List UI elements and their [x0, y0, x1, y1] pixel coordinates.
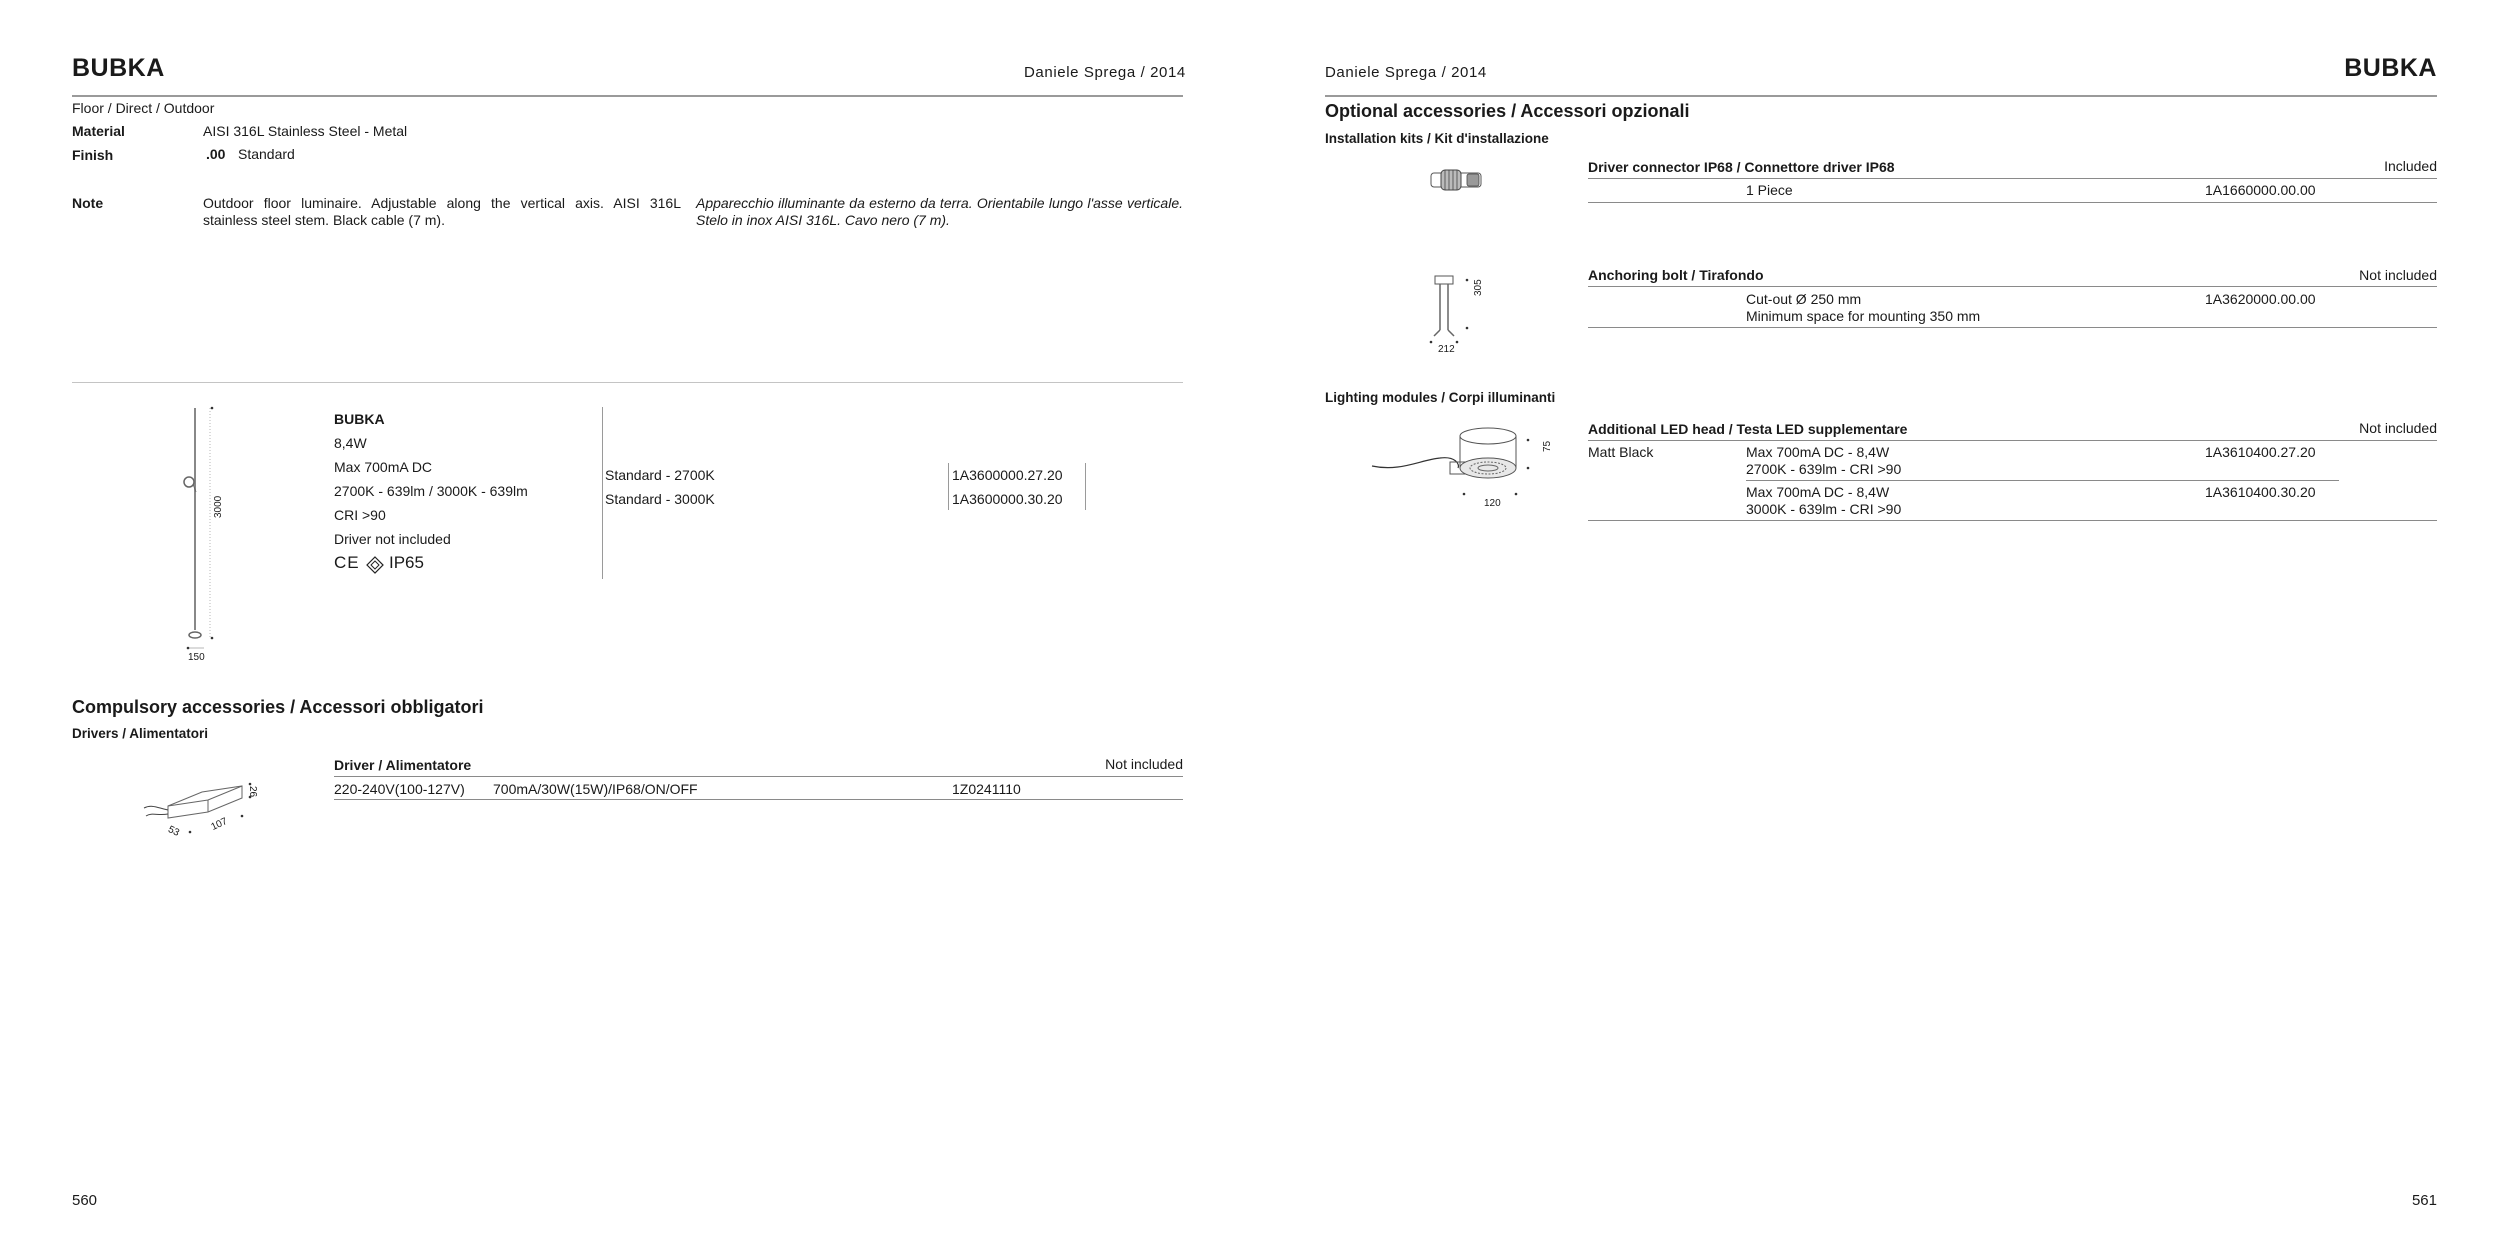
connector-title: Driver connector IP68 / Connettore driver IP68: [1588, 159, 1895, 175]
product-drawing: [160, 400, 250, 670]
dim-dot: [241, 815, 244, 818]
anchoring-desc-cutout: Cut-out Ø 250 mm: [1746, 291, 1862, 307]
note-label: Note: [72, 195, 104, 211]
led-head-title: Additional LED head / Testa LED supplementare: [1588, 421, 1908, 437]
dim-dot: [211, 637, 214, 640]
driver-code: 1Z0241110: [952, 781, 1021, 797]
led-head-rule: [1588, 440, 2437, 441]
led-row-code: 1A3610400.30.20: [2205, 484, 2316, 500]
variant-name: Standard - 3000K: [605, 491, 715, 507]
page-number-left: 560: [72, 1192, 98, 1209]
lamp-base: [189, 632, 201, 638]
dim-dot: [1463, 493, 1466, 496]
driver-cable: [144, 806, 168, 810]
driver-cable: [146, 814, 168, 816]
bolt-dim-height: 305: [1473, 279, 1484, 296]
driver-table-rule: [334, 776, 1183, 777]
variant-end-divider: [1085, 463, 1086, 510]
dim-dot: [189, 831, 192, 834]
led-head-finish: Matt Black: [1588, 444, 1654, 460]
dim-dot: [1515, 493, 1518, 496]
connector-rule: [1588, 202, 2437, 203]
lighting-subheading: Lighting modules / Corpi illuminanti: [1325, 390, 1556, 405]
driver-drawing: [140, 760, 270, 840]
header-divider-left: [72, 95, 1183, 97]
material-label: Material: [72, 123, 125, 139]
dim-dot: [1430, 341, 1433, 344]
spec-current: Max 700mA DC: [334, 459, 433, 475]
driver-table-rule: [334, 799, 1183, 800]
spec-color-temp: 2700K - 639lm / 3000K - 639lm: [334, 483, 528, 499]
driver-table-title: Driver / Alimentatore: [334, 757, 472, 773]
ip-rating: IP65: [389, 553, 424, 572]
note-english: Outdoor floor luminaire. Adjustable along the vertical axis. AISI 316L stainless steel stem. Black cable (7 m).: [203, 195, 681, 228]
dim-dot: [1527, 439, 1530, 442]
variant-code: 1A3600000.27.20: [952, 467, 1063, 483]
dim-dot: [249, 783, 252, 786]
finish-value: Standard: [238, 146, 295, 162]
anchoring-rule: [1588, 327, 2437, 328]
header-divider-right: [1325, 95, 2437, 97]
anchoring-bolt-drawing: [1425, 270, 1495, 355]
led-head-rule: [1588, 520, 2437, 521]
led-row-code: 1A3610400.27.20: [2205, 444, 2316, 460]
led-dim-width: 120: [1484, 498, 1501, 509]
dim-height-label: 3000: [213, 495, 224, 518]
product-name: BUBKA: [334, 411, 385, 427]
led-head-drawing: [1370, 420, 1550, 510]
note-italian: Apparecchio illuminante da esterno da terra. Orientabile lungo l'asse verticale. Stelo in inox AISI 316L. Cavo nero (7 m).: [696, 195, 1183, 228]
led-row-spec: Max 700mA DC - 8,4W: [1746, 444, 1890, 460]
driver-dim-width: 53: [166, 824, 181, 839]
driver-spec: 700mA/30W(15W)/IP68/ON/OFF: [493, 781, 698, 797]
lamp-head: [184, 477, 194, 487]
driver-dim-height: 26: [247, 786, 258, 798]
spec-cri: CRI >90: [334, 507, 386, 523]
spec-power: 8,4W: [334, 435, 367, 451]
led-head-status: Not included: [2359, 420, 2437, 436]
ce-mark: CE: [334, 553, 360, 572]
section-divider: [72, 382, 1183, 383]
dim-dot: [1466, 279, 1469, 282]
dim-dot: [187, 647, 190, 650]
variant-code-divider: [948, 463, 949, 510]
connector-desc: 1 Piece: [1746, 182, 1793, 198]
led-row-spec: Max 700mA DC - 8,4W: [1746, 484, 1890, 500]
spec-divider: [602, 407, 603, 579]
finish-code: .00: [206, 146, 226, 162]
anchoring-title: Anchoring bolt / Tirafondo: [1588, 267, 1764, 283]
designer-right: Daniele Sprega / 2014: [1325, 64, 1487, 81]
connector-code: 1A1660000.00.00: [2205, 182, 2316, 198]
optional-heading: Optional accessories / Accessori opzionali: [1325, 101, 1690, 121]
dim-dot: [1527, 467, 1530, 470]
category: Floor / Direct / Outdoor: [72, 100, 215, 116]
driver-voltage: 220-240V(100-127V): [334, 781, 465, 797]
drivers-subheading: Drivers / Alimentatori: [72, 726, 209, 741]
installation-subheading: Installation kits / Kit d'installazione: [1325, 131, 1549, 146]
dim-dot: [1456, 341, 1459, 344]
anchoring-rule: [1588, 286, 2437, 287]
led-row-spec: 3000K - 639lm - CRI >90: [1746, 501, 1902, 517]
compulsory-heading: Compulsory accessories / Accessori obbligatori: [72, 697, 484, 717]
connector-rule: [1588, 178, 2437, 179]
anchoring-desc-space: Minimum space for mounting 350 mm: [1746, 308, 1981, 324]
anchoring-code: 1A3620000.00.00: [2205, 291, 2316, 307]
designer-left: Daniele Sprega / 2014: [1024, 64, 1186, 81]
dim-dot: [1466, 327, 1469, 330]
connector-drawing: [1425, 163, 1495, 198]
led-row-rule: [1746, 480, 2339, 481]
page-title-left: BUBKA: [72, 54, 165, 82]
dim-dot: [211, 407, 214, 410]
led-dim-height: 75: [1542, 440, 1553, 452]
variant-name: Standard - 2700K: [605, 467, 715, 483]
variant-code: 1A3600000.30.20: [952, 491, 1063, 507]
connector-status: Included: [2384, 158, 2437, 174]
bolt-dim-width: 212: [1438, 344, 1455, 355]
dim-base-label: 150: [188, 652, 205, 663]
page-number-right: 561: [2411, 1192, 2437, 1209]
led-row-spec: 2700K - 639lm - CRI >90: [1746, 461, 1902, 477]
anchoring-status: Not included: [2359, 267, 2437, 283]
material-value: AISI 316L Stainless Steel - Metal: [203, 123, 408, 139]
page-title-right: BUBKA: [2344, 54, 2437, 82]
led-head-cable: [1372, 458, 1458, 468]
driver-status: Not included: [1105, 756, 1183, 772]
driver-dim-length: 107: [209, 815, 230, 834]
finish-label: Finish: [72, 147, 114, 163]
class-symbol-icon: [366, 556, 384, 574]
spec-driver: Driver not included: [334, 531, 451, 547]
